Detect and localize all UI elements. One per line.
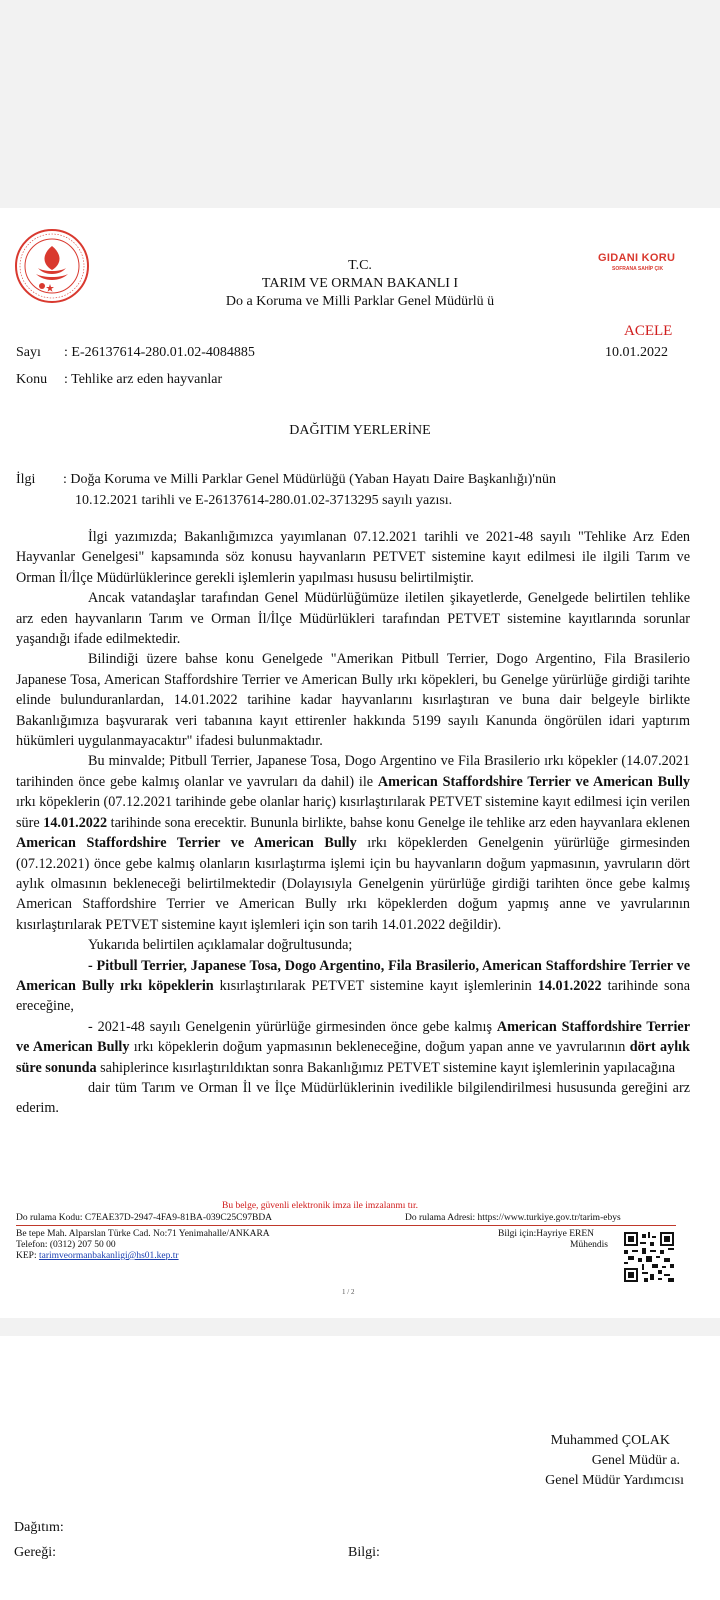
paragraph-7: - 2021-48 sayılı Genelgenin yürürlüğe girmesinden önce gebe kalmış American Staffordshire Terrier ve American Bully ırkı köpeklerin doğum yapmasının bekleneceğine, doğum yapan anne ve yavrularının dört aylık süre sonunda sahiplerince kısırlaştırıldıktan sonra Bakanlığımız PETVET sistemine kayıt işlemlerinin yapılacağına: [16, 1018, 690, 1076]
page-number: 1 / 2: [342, 1288, 355, 1296]
viewer-background-top: [0, 0, 720, 208]
sayi-label: Sayı: [16, 345, 41, 360]
brand-slogan: SOFRANA SAHİP ÇIK: [612, 266, 664, 272]
footer-address: Be tepe Mah. Alparslan Türke Cad. No:71 Yenimahalle/ANKARA: [16, 1229, 270, 1239]
geregi-label: Gereği:: [14, 1545, 56, 1560]
brand-logo: GIDANI KORU: [598, 252, 676, 264]
paragraph-6: - Pitbull Terrier, Japanese Tosa, Dogo Argentino, Fila Brasilerio, American Staffordshire Terrier ve American Bully ırkı köpeklerin kısırlaştırılarak PETVET sistemine kayıt işlemlerinin 14.01.2022 tarihinde sona ereceğine,: [16, 957, 690, 1015]
letter-body: [16, 527, 690, 1119]
recipient-heading: DAĞITIM YERLERİNE: [289, 423, 431, 438]
paragraph-2: Ancak vatandaşlar tarafından Genel Müdürlüğümüze iletilen şikayetlerde, Genelgede belirtilen tehlike arz eden hayvanların Tarım ve Orman İl/İlçe Müdürlükleri tarafından PETVET sistemine kayıtlarında sorunlar yaşandığı ifade edilmektedir.: [16, 590, 690, 648]
qr-code-icon: [624, 1232, 674, 1282]
kep-link[interactable]: tarimveormanbakanligi@hs01.kep.tr: [38, 1251, 179, 1261]
verify-code: Do rulama Kodu: C7EAE37D-2947-4FA9-81BA-039C25C97BDA: [16, 1213, 273, 1223]
dagitim-label: Dağıtım:: [14, 1520, 64, 1535]
paragraph-1: İlgi yazımızda; Bakanlığımızca yayımlanan 07.12.2021 tarihli ve 2021-48 sayılı "Tehlike Arz Eden Hayvanlar Genelgesi" kapsamında söz konusu hayvanların PETVET sistemine kayıt edilmesi ile ilgili Tarım ve Orman İl/İlçe Müdürlüklerince gerekli işlemlerin yapılması hususu belirtilmiştir.: [16, 529, 690, 586]
header-tc: T.C.: [348, 258, 372, 273]
document-date: 10.01.2022: [605, 345, 668, 360]
page-separator: [0, 1318, 720, 1336]
paragraph-3: Bilindiği üzere bahse konu Genelgede "Amerikan Pitbull Terrier, Dogo Argentino, Fila Brasilerio Japanese Tosa, American Staffordshire Terrier ve American Bully ırkı köpekleri, bu Genelge yürürlüğe girdiği tarihte elinde bulunduranlardan, 14.01.2022 tarihine kadar hayvanlarını kısırlaştıran ve buna dair belgeyle birlikte Bakanlığımıza başvurarak veri tabanına kayıt ettirenler hakkında 5199 sayılı Kanunda öngörülen idari yaptırım hükümleri uygulanmayacaktır" ifadesi bulunmaktadır.: [16, 651, 690, 750]
sayi-value: : E-26137614-280.01.02-4084885: [64, 345, 255, 360]
ilgi-label: İlgi: [16, 472, 36, 487]
signer-name: Muhammed ÇOLAK: [550, 1433, 670, 1448]
signer-title-2: Genel Müdür Yardımcısı: [545, 1473, 684, 1488]
bilgi-label: Bilgi:: [348, 1545, 380, 1560]
konu-label: Konu: [16, 372, 48, 387]
signer-title-1: Genel Müdür a.: [591, 1453, 680, 1468]
verify-address[interactable]: Do rulama Adresi: https://www.turkiye.gov.tr/tarim-ebys: [405, 1213, 621, 1223]
footer-divider: [16, 1225, 676, 1226]
info-title: Mühendis: [570, 1240, 608, 1250]
konu-value: : Tehlike arz eden hayvanlar: [64, 372, 223, 387]
info-contact: Bilgi için:Hayriye EREN: [498, 1229, 595, 1239]
ilgi-line-2: 10.12.2021 tarihli ve E-26137614-280.01.02-3713295 sayılı yazısı.: [75, 493, 453, 508]
paragraph-8: dair tüm Tarım ve Orman İl ve İlçe Müdürlüklerinin ivedilikle bilgilendirilmesi hususunda gereğini arz ederim.: [16, 1079, 690, 1117]
esign-note: Bu belge, güvenli elektronik imza ile imzalanmı tır.: [222, 1201, 419, 1211]
paragraph-5: Yukarıda belirtilen açıklamalar doğrultusunda;: [88, 937, 353, 954]
header-directorate: Do a Koruma ve Milli Parklar Genel Müdürlü ü: [225, 294, 495, 309]
urgency-label: ACELE: [624, 323, 673, 339]
paragraph-4: Bu minvalde; Pitbull Terrier, Japanese Tosa, Dogo Argentino ve Fila Brasilerio ırkı köpekler (14.07.2021 tarihinden önce gebe kalmış olanlar ve yavruları da dahil) ile American Staffordshire Terrier ve American Bully ırkı köpeklerin (07.12.2021 tarihinde gebe olanlar hariç) kısırlaştırılarak PETVET sistemine kayıt edilmesi için verilen süre 14.01.2022 tarihinde sona erecektir. Bununla birlikte, bahse konu Genelge ile tehlike arz eden hayvanlara eklenen American Staffordshire Terrier ve American Bully ırkı köpeklerden Genelgenin yürürlüğe girmesinden (07.12.2021) önce gebe kalmış olanların kısırlaştırma işlemi için bu hayvanların doğum yapmasının, yavruların dört aylık olmasının bekleneceği belirtilmektedir (Dolayısıyla Genelgenin yürürlüğe girdiği tarihten önce gebe kalmış American Staffordshire Terrier ve American Bully ırkı köpeklerden doğum yapmış anne ve yavrularının kısırlaştırılarak PETVET sistemine kayıt işlemleri için son tarih 14.01.2022 değildir).: [16, 753, 691, 933]
footer-kep: KEP: tarimveormanbakanligi@hs01.kep.tr: [16, 1251, 179, 1261]
footer-phone: Telefon: (0312) 207 50 00: [16, 1240, 116, 1250]
ilgi-line-1: : Doğa Koruma ve Milli Parklar Genel Müdürlüğü (Yaban Hayatı Daire Başkanlığı)'nün: [63, 472, 556, 487]
header-ministry: TARIM VE ORMAN BAKANLI I: [261, 276, 459, 291]
